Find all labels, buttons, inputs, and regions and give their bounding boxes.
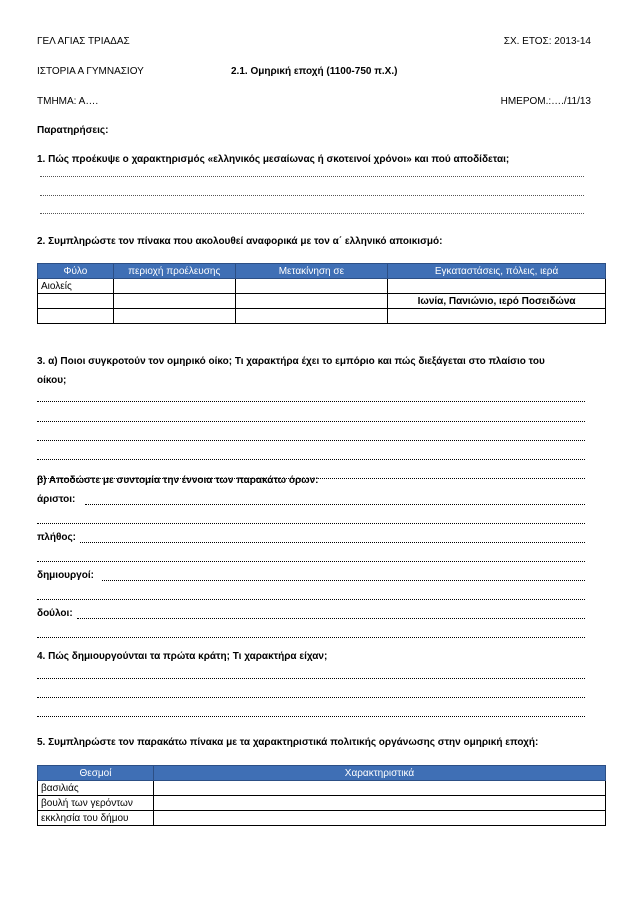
answer-line[interactable] xyxy=(37,668,585,679)
table-cell[interactable] xyxy=(113,309,235,324)
table-header: Εγκαταστάσεις, πόλεις, ιερά xyxy=(388,264,606,279)
table-header: Χαρακτηριστικά xyxy=(153,766,605,781)
answer-line[interactable] xyxy=(40,203,584,214)
answer-line[interactable] xyxy=(40,185,584,196)
table-cell[interactable] xyxy=(235,294,388,309)
question-5: 5. Συμπληρώστε τον παρακάτω πίνακα με τα χαρακτηριστικά πολιτικής οργάνωσης στην ομηρική εποχή: xyxy=(37,737,539,748)
table-row xyxy=(38,811,606,826)
table-cell: βασιλιάς xyxy=(38,781,154,796)
table-header: Θεσμοί xyxy=(38,766,154,781)
answer-line[interactable] xyxy=(37,589,585,600)
question-3a-line2: οίκου; xyxy=(37,375,67,386)
answer-line[interactable] xyxy=(37,706,585,717)
table-cell[interactable] xyxy=(38,294,114,309)
answer-line[interactable] xyxy=(37,627,585,638)
question-2: 2. Συμπληρώστε τον πίνακα που ακολουθεί αναφορικά με τον α΄ ελληνικό αποικισμό: xyxy=(37,236,443,247)
school-name: ΓΕΛ ΑΓΙΑΣ ΤΡΙΑΔΑΣ xyxy=(37,36,130,47)
table-row xyxy=(38,796,606,811)
school-year: ΣΧ. ΕΤΟΣ: 2013-14 xyxy=(503,36,591,47)
table-row xyxy=(38,309,606,324)
term-douloi: δούλοι: xyxy=(37,608,73,619)
table-row xyxy=(38,294,606,309)
table-header-row xyxy=(38,766,606,781)
institutions-table xyxy=(37,765,606,826)
subject: ΙΣΤΟΡΙΑ Α ΓΥΜΝΑΣΙΟΥ xyxy=(37,66,144,77)
question-4: 4. Πώς δημιουργούνται τα πρώτα κράτη; Τι χαρακτήρα είχαν; xyxy=(37,651,328,662)
notes-label: Παρατηρήσεις: xyxy=(37,125,109,136)
table-cell[interactable] xyxy=(153,796,605,811)
question-3b: β) Αποδώστε με συντομία την έννοια των παρακάτω όρων: xyxy=(37,475,319,486)
answer-line[interactable] xyxy=(37,449,585,460)
table-cell[interactable] xyxy=(388,279,606,294)
table-row xyxy=(38,279,606,294)
answer-line[interactable] xyxy=(80,532,585,543)
question-1: 1. Πώς προέκυψε ο χαρακτηρισμός «ελληνικός μεσαίωνας ή σκοτεινοί χρόνοι» και πού αποδίδεται; xyxy=(37,154,510,165)
table-header: περιοχή προέλευσης xyxy=(113,264,235,279)
table-cell[interactable] xyxy=(153,781,605,796)
lesson-title: 2.1. Ομηρική εποχή (1100-750 π.Χ.) xyxy=(231,66,398,77)
term-dimiourgoi: δημιουργοί: xyxy=(37,570,94,581)
answer-line[interactable] xyxy=(37,411,585,422)
answer-line[interactable] xyxy=(37,551,585,562)
table-cell: εκκλησία του δήμου xyxy=(38,811,154,826)
colonization-table xyxy=(37,263,606,324)
answer-line[interactable] xyxy=(37,513,585,524)
class-label: ΤΜΗΜΑ: Α…. xyxy=(37,96,99,107)
table-header-row xyxy=(38,264,606,279)
table-cell[interactable] xyxy=(153,811,605,826)
answer-line[interactable] xyxy=(102,570,585,581)
table-cell: βουλή των γερόντων xyxy=(38,796,154,811)
question-3a-line1: 3. α) Ποιοι συγκροτούν τον ομηρικό οίκο; Τι χαρακτήρα έχει το εμπόριο και πώς διεξάγεται στο πλαίσιο του xyxy=(37,356,545,367)
date-label: ΗΜΕΡΟΜ.:…./11/13 xyxy=(500,96,591,107)
table-row xyxy=(38,781,606,796)
answer-line[interactable] xyxy=(40,166,584,177)
answer-line[interactable] xyxy=(37,687,585,698)
table-cell[interactable] xyxy=(113,279,235,294)
table-cell[interactable] xyxy=(235,309,388,324)
table-cell[interactable] xyxy=(113,294,235,309)
table-cell[interactable] xyxy=(235,279,388,294)
answer-line[interactable] xyxy=(77,608,585,619)
table-header: Μετακίνηση σε xyxy=(235,264,388,279)
answer-line[interactable] xyxy=(37,391,585,402)
table-cell[interactable] xyxy=(38,309,114,324)
answer-line[interactable] xyxy=(37,430,585,441)
table-cell[interactable]: Ιωνία, Πανιώνιο, ιερό Ποσειδώνα xyxy=(388,294,606,309)
answer-line[interactable] xyxy=(85,494,585,505)
table-cell[interactable]: Αιολείς xyxy=(38,279,114,294)
term-plithos: πλήθος: xyxy=(37,532,76,543)
term-aristoi: άριστοι: xyxy=(37,494,76,505)
table-cell[interactable] xyxy=(388,309,606,324)
table-header: Φύλο xyxy=(38,264,114,279)
